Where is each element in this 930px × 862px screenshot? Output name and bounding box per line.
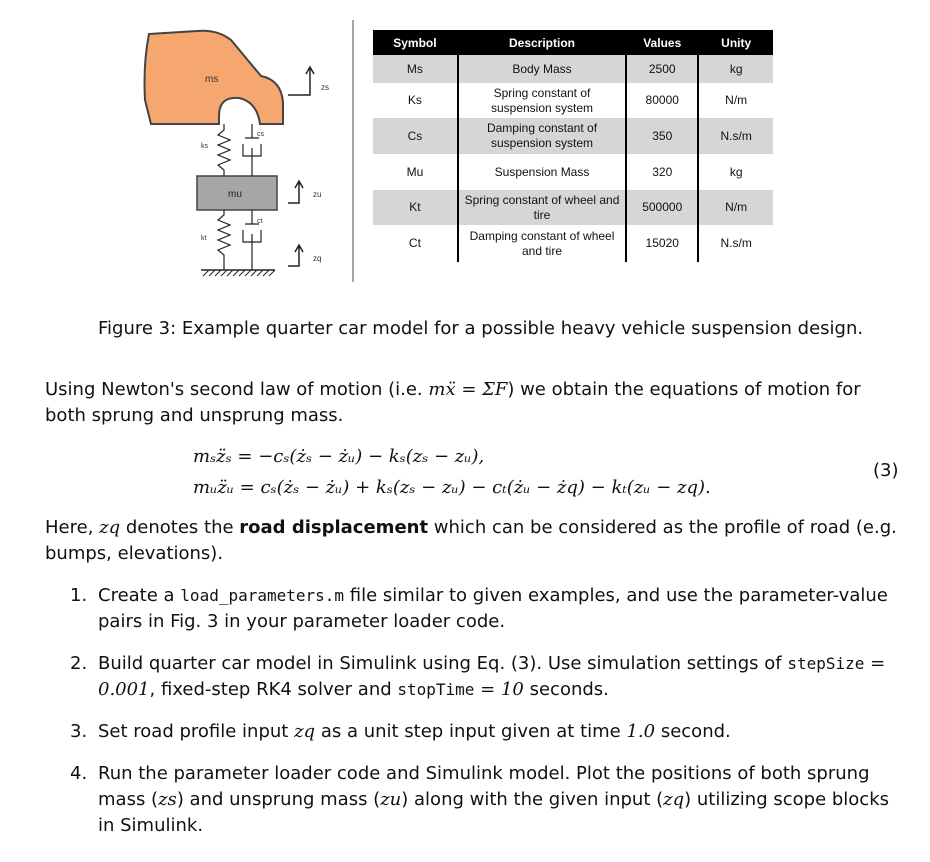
intro-text-2: ) we obtain the equations of motion for both sprung and unsprung mass. xyxy=(45,379,861,426)
suspension-spring xyxy=(218,124,230,176)
item-number: 3. xyxy=(70,721,88,742)
cell-symbol: Cs xyxy=(373,118,458,154)
zu-var: zu xyxy=(380,789,402,810)
header-description: Description xyxy=(458,30,626,55)
intro-text-1: Using Newton's second law of motion (i.e. xyxy=(45,379,429,400)
equation-number: (3) xyxy=(873,460,899,481)
zu-label: zu xyxy=(313,190,322,199)
cell-unit: kg xyxy=(698,55,773,83)
math-time-value: 1.0 xyxy=(626,721,656,742)
cell-symbol: Ms xyxy=(373,55,458,83)
table-header-row xyxy=(373,30,773,55)
tire-spring xyxy=(218,210,230,270)
road-displacement-bold: road displacement xyxy=(239,517,429,538)
intro-paragraph xyxy=(45,377,903,429)
kt-label: kt xyxy=(201,235,207,242)
quarter-car-diagram xyxy=(135,20,360,285)
wheel-mass-label: mu xyxy=(228,189,242,200)
cell-unit: N/m xyxy=(698,83,773,118)
cell-description: Spring constant of wheel and tire xyxy=(458,190,626,225)
cell-description: Damping constant of suspension system xyxy=(458,118,626,154)
code-filename: load_parameters.m xyxy=(180,586,345,605)
ct-label: ct xyxy=(257,218,263,225)
item-number: 4. xyxy=(70,763,88,784)
table-row xyxy=(373,154,773,190)
parameter-table xyxy=(373,30,773,262)
table-row xyxy=(373,225,773,262)
table-row xyxy=(373,83,773,118)
newton-law-math: mẍ = ΣF xyxy=(428,379,508,400)
here-text-3: which can be considered as the profile of road (e.g. bumps, elevations). xyxy=(45,517,897,564)
zs-label: zs xyxy=(321,83,329,92)
cell-value: 2500 xyxy=(626,55,698,83)
cell-unit: N.s/m xyxy=(698,225,773,262)
cell-unit: kg xyxy=(698,154,773,190)
ks-label: ks xyxy=(201,143,208,150)
zs-var: zs xyxy=(158,789,177,810)
header-unity: Unity xyxy=(698,30,773,55)
item-text: seconds. xyxy=(523,679,609,700)
item-text: ) along with the given input ( xyxy=(401,789,664,810)
table-row xyxy=(373,55,773,83)
zs-arrow xyxy=(288,67,314,95)
cell-description: Suspension Mass xyxy=(458,154,626,190)
road-displacement-paragraph xyxy=(45,515,903,567)
cell-value: 350 xyxy=(626,118,698,154)
item-text: file similar to given examples, and use the parameter-value pairs in Fig. 3 in your parameter loader code. xyxy=(98,585,888,632)
item-text: Run the parameter loader code and Simulink model. Plot the positions of both sprung mass ( xyxy=(98,763,870,810)
item-text: second. xyxy=(655,721,731,742)
item-text: ) utilizing scope blocks in Simulink. xyxy=(98,789,890,836)
cell-symbol: Kt xyxy=(373,190,458,225)
item-text: as a unit step input given at time xyxy=(315,721,627,742)
ground-hatch xyxy=(203,270,275,276)
table-row xyxy=(373,118,773,154)
body-mass-label: ms xyxy=(205,74,219,85)
code-stoptime: stopTime xyxy=(397,680,475,699)
math-stepsize-value: = 0.001 xyxy=(98,653,886,700)
item-text: Create a xyxy=(98,585,181,606)
list-item xyxy=(70,719,905,745)
cell-symbol: Mu xyxy=(373,154,458,190)
cell-unit: N/m xyxy=(698,190,773,225)
cell-value: 320 xyxy=(626,154,698,190)
cs-label: cs xyxy=(257,131,264,138)
list-item xyxy=(70,583,905,635)
zq-var: zq xyxy=(294,721,316,742)
list-item xyxy=(70,761,905,839)
item-number: 2. xyxy=(70,653,88,674)
cell-value: 15020 xyxy=(626,225,698,262)
here-text-1: Here, xyxy=(45,517,100,538)
cell-description: Spring constant of suspension system xyxy=(458,83,626,118)
cell-description: Body Mass xyxy=(458,55,626,83)
here-text-2: denotes the xyxy=(120,517,240,538)
item-text: Build quarter car model in Simulink using Eq. (3). Use simulation settings of xyxy=(98,653,788,674)
cell-symbol: Ks xyxy=(373,83,458,118)
cell-symbol: Ct xyxy=(373,225,458,262)
table-row xyxy=(373,190,773,225)
equation-sprung: mₛz̈ₛ = −cₛ(żₛ − żᵤ) − kₛ(zₛ − zᵤ), xyxy=(193,446,485,467)
item-number: 1. xyxy=(70,585,88,606)
cell-value: 500000 xyxy=(626,190,698,225)
zu-arrow xyxy=(288,181,303,203)
zq-var: zq xyxy=(99,517,121,538)
math-stoptime-value: = 10 xyxy=(474,679,524,700)
list-item xyxy=(70,651,905,703)
item-text: , fixed-step RK4 solver and xyxy=(149,679,398,700)
cell-description: Damping constant of wheel and tire xyxy=(458,225,626,262)
zq-var: zq xyxy=(663,789,685,810)
zq-label: zq xyxy=(313,254,322,263)
header-symbol: Symbol xyxy=(373,30,458,55)
equation-unsprung: mᵤz̈ᵤ = cₛ(żₛ − żᵤ) + kₛ(zₛ − zᵤ) − cₜ(żᵤ − żq) − kₜ(zᵤ − zq). xyxy=(193,477,711,498)
item-text: Set road profile input xyxy=(98,721,295,742)
figure-caption: Figure 3: Example quarter car model for a possible heavy vehicle suspension design. xyxy=(98,318,864,339)
cell-unit: N.s/m xyxy=(698,118,773,154)
cell-value: 80000 xyxy=(626,83,698,118)
header-values: Values xyxy=(626,30,698,55)
item-text: ) and unsprung mass ( xyxy=(176,789,381,810)
code-stepsize: stepSize xyxy=(787,654,865,673)
zq-arrow xyxy=(288,245,303,266)
task-list xyxy=(70,583,905,839)
